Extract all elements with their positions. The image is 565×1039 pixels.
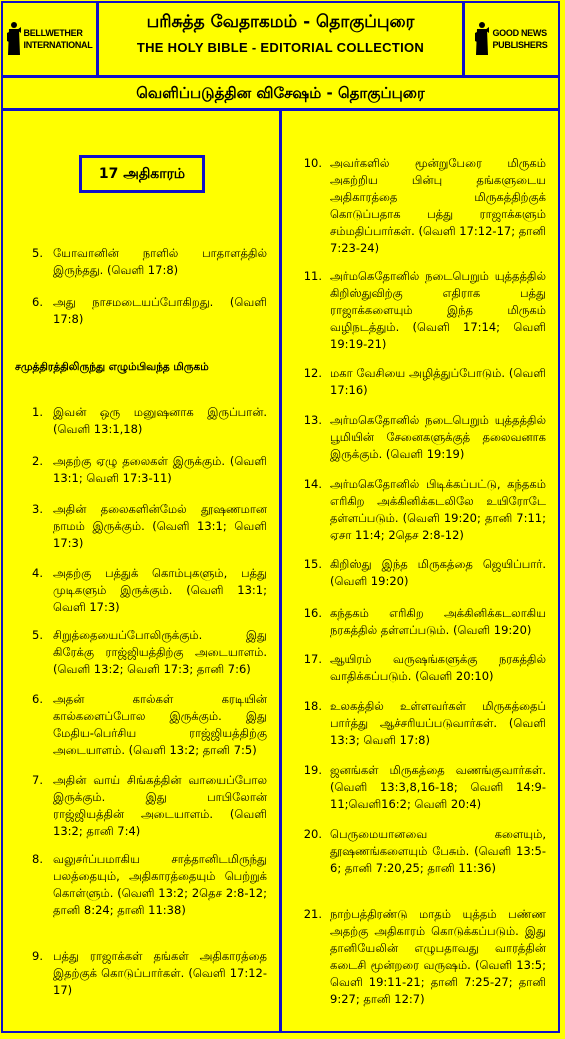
list-item: 5. யோவானின் நாளில் பாதாளத்தில் இருந்தது. (வெளி 17:8): [32, 246, 267, 277]
list-item: 19. ஜனங்கள் மிருகத்தை வணங்குவார்கள். (வெளி 13:3,8,16-18; வெளி 14:9-11;வெளி16:2; வெளி 20:4): [303, 763, 546, 811]
list-item: 10. அவர்களில் மூன்றுபேரை மிருகம் அகற்றிய பின்பு தங்களுடைய அதிகாரத்தை மிருகத்திற்குக் கொடுப்பதாக பத்து ராஜாக்களும் சம்மதிப்பார்கள். (வெளி 17:12-17; தானி 7:23-24): [303, 156, 546, 255]
chapter-label: 17 அதிகாரம்: [79, 155, 205, 193]
list-item: 3. அதின் தலைகளின்மேல் தூஷணமான நாமம் இருக்கும். (வெளி 13:1; வெளி 17:3): [32, 502, 267, 550]
right-column: [282, 111, 558, 1031]
page: [1, 1, 560, 1033]
list-item: 4. அதற்கு பத்துக் கொம்புகளும், பத்து முடிகளும் இருக்கும். (வெளி 13:1; வெளி 17:3): [32, 566, 267, 614]
list-item: 6. அது நாசமடையப்போகிறது. (வெளி 17:8): [32, 295, 267, 326]
list-item: 13. அர்மகெதோனில் நடைபெறும் யுத்தத்தில் பூமியின் சேனைகளுக்குத் தலைவனாக இருக்கும். (வெளி 19:19): [303, 413, 546, 461]
list-item: 12. மகா வேசியை அழித்துப்போடும். (வெளி 17:16): [303, 366, 546, 397]
book-title: வெளிப்படுத்தின விசேஷம் - தொகுப்புரை: [3, 78, 558, 111]
list-item: 21. நாற்பத்திரண்டு மாதம் யுத்தம் பண்ண அதற்கு அதிகாரம் கொடுக்கப்படும். இது தானியேலின் எழுபதாவது வாரத்தின் கடைசி மூன்றரை வருஷம். (வெளி 13:5; வெளி 19:11-21; தானி 7:25-27; தானி 9:27; தானி 12:7): [303, 907, 546, 1006]
list-item: 9. பத்து ராஜாக்கள் தங்கள் அதிகாரத்தை இதற்குக் கொடுப்பார்கள். (வெளி 17:12-17): [32, 949, 267, 997]
bellwether-logo: [3, 3, 99, 75]
list-item: 15. கிறிஸ்து இந்த மிருகத்தை ஜெயிப்பார். (வெளி 19:20): [303, 557, 546, 588]
angel-trumpet-icon: [7, 21, 21, 57]
list-item: 20. பெருமையானவை களையும், தூஷணங்களையும் பேசும். (வெளி 13:5-6; தானி 7:20,25; தானி 11:36): [303, 827, 546, 875]
left-column: [3, 111, 282, 1031]
page-title-tamil: பரிசுத்த வேதாகமம் - தொகுப்புரை: [146, 12, 415, 32]
good-news-logo: [462, 3, 558, 75]
list-item: 5. சிறுத்தையைப்போலிருக்கும். இது கிரேக்கு ராஜ்ஜியத்திற்கு அடையாளம். (வெளி 13:2; வெளி 17:3; தானி 7:6): [32, 628, 267, 676]
angel-trumpet-icon: [475, 21, 489, 57]
list-item: 18. உலகத்தில் உள்ளவர்கள் மிருகத்தைப் பார்த்து ஆச்சரியப்படுவார்கள். (வெளி 13:3; வெளி 17:8): [303, 699, 546, 747]
list-item: 16. கந்தகம் எரிகிற அக்கினிக்கடலாகிய நரகத்தில் தள்ளப்படும். (வெளி 19:20): [303, 606, 546, 637]
bellwether-logo-text: BELLWETHER INTERNATIONAL: [23, 28, 93, 50]
page-title-english: THE HOLY BIBLE - EDITORIAL COLLECTION: [136, 40, 425, 55]
list-item: 11. அர்மகெதோனில் நடைபெறும் யுத்தத்தில் கிறிஸ்துவிற்கு எதிராக பத்து ராஜாக்களையும் இந்த மிருகம் வழிநடத்தும். (வெளி 17:14; வெளி 19:19-21): [303, 269, 546, 351]
list-item: 17. ஆயிரம் வருஷங்களுக்கு நரகத்தில் வாதிக்கப்படும். (வெளி 20:10): [303, 652, 546, 683]
header: [3, 3, 558, 78]
good-news-logo-text: GOOD NEWS PUBLISHERS: [492, 28, 548, 50]
list-item: 14. அர்மகெதோனில் பிடிக்கப்பட்டு, கந்தகம் எரிகிற அக்கினிக்கடலிலே உயிரோடே தள்ளப்படும். (வெளி 19:20; தானி 7:11; ஏசா 11:4; 2தெச 2:8-12): [303, 477, 546, 542]
list-item: 6. அதன் கால்கள் கரடியின் கால்களைப்போல இருக்கும். இது மேதிய-பெர்சிய ராஜ்ஜியத்திற்கு அடையாளம். (வெளி 13:2; தானி 7:5): [32, 692, 267, 757]
list-item: 1. இவன் ஒரு மனுஷனாக இருப்பான். (வெளி 13:1,18): [32, 405, 267, 436]
list-item: 8. வலுசர்ப்பமாகிய சாத்தானிடமிருந்து பலத்தையும், அதிகாரத்தையும் பெற்றுக் கொள்ளும். (வெளி 13:2; 2தெச 2:8-12; தானி 8:24; தானி 11:38): [32, 852, 267, 917]
list-item: 7. அதின் வாய் சிங்கத்தின் வாயைப்போல இருக்கும். இது பாபிலோன் ராஜ்ஜியத்தின் அடையாளம். (வெளி 13:2; தானி 7:4): [32, 773, 267, 838]
list-item: 2. அதற்கு ஏழு தலைகள் இருக்கும். (வெளி 13:1; வெளி 17:3-11): [32, 454, 267, 485]
title-block: [99, 3, 462, 75]
section-heading: சமுத்திரத்திலிருந்து எழும்பிவந்த மிருகம்: [15, 361, 209, 373]
